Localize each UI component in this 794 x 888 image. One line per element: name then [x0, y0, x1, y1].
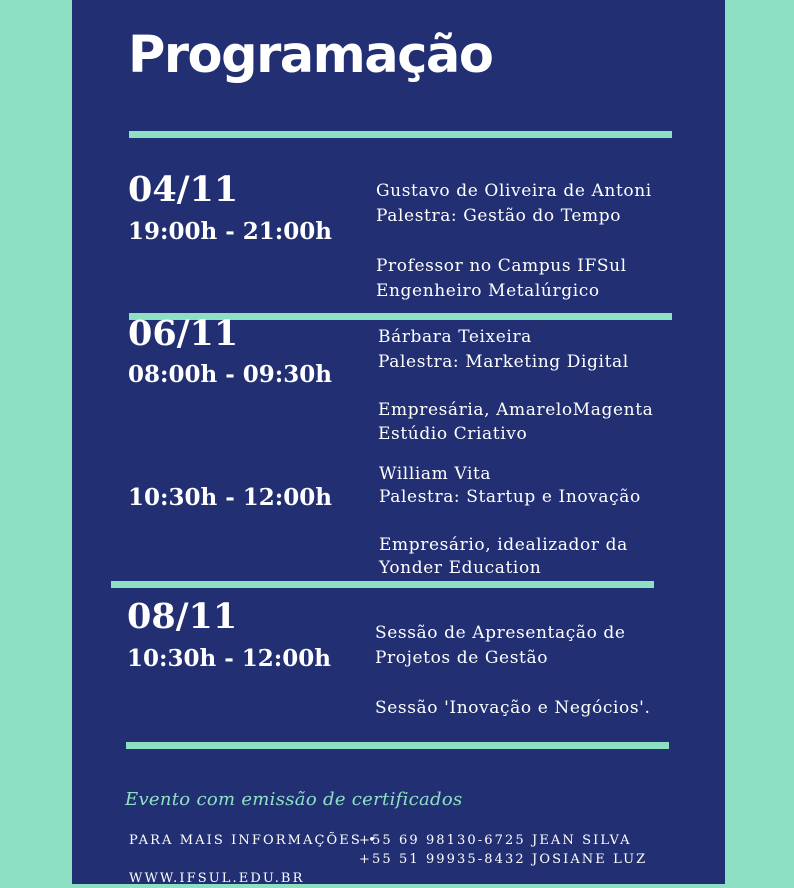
time-slot: 10:30h - 12:00h [127, 645, 332, 672]
divider [129, 131, 672, 138]
session-title: Sessão de Apresentação de [375, 623, 626, 643]
speaker-bio: Estúdio Criativo [378, 424, 528, 444]
talk-title: Palestra: Gestão do Tempo [376, 206, 622, 226]
speaker-bio: Yonder Education [379, 558, 542, 578]
talk-title: Palestra: Marketing Digital [378, 352, 629, 372]
website-link[interactable]: WWW.IFSUL.EDU.BR [129, 871, 305, 886]
contact-phone: +55 69 98130-6725 JEAN SILVA [359, 833, 632, 848]
date-06-11: 06/11 [128, 313, 239, 354]
speaker-bio: Professor no Campus IFSul [376, 256, 627, 276]
page-title: Programação [128, 26, 493, 85]
speaker-bio: Empresária, AmareloMagenta [378, 400, 654, 420]
speaker-bio: Empresário, idealizador da [379, 535, 628, 555]
session-title: Projetos de Gestão [375, 648, 549, 668]
speaker-name: Bárbara Teixeira [378, 327, 532, 347]
speaker-name: William Vita [379, 464, 492, 484]
contact-phone: +55 51 99935-8432 JOSIANE LUZ [359, 852, 648, 867]
speaker-name: Gustavo de Oliveira de Antoni [376, 181, 652, 201]
speaker-bio: Engenheiro Metalúrgico [376, 281, 600, 301]
date-08-11: 08/11 [127, 596, 238, 637]
time-slot: 19:00h - 21:00h [128, 218, 333, 245]
date-04-11: 04/11 [128, 169, 239, 210]
time-slot: 08:00h - 09:30h [128, 361, 333, 388]
talk-title: Palestra: Startup e Inovação [379, 487, 641, 507]
time-slot: 10:30h - 12:00h [128, 484, 333, 511]
session-title: Sessão 'Inovação e Negócios'. [375, 698, 651, 718]
divider [111, 581, 654, 588]
certificate-note: Evento com emissão de certificados [125, 789, 463, 810]
divider [126, 742, 669, 749]
info-label: PARA MAIS INFORMAÇÕES • [129, 833, 378, 848]
